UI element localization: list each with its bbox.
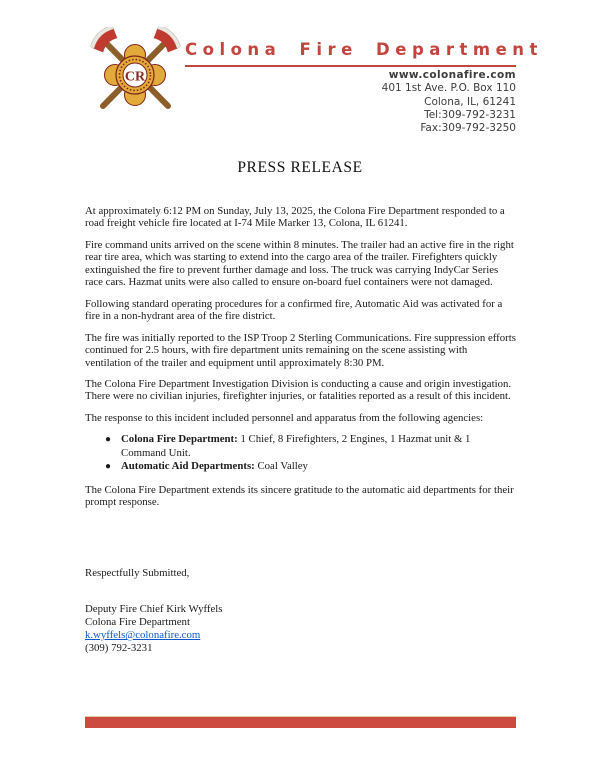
list-item-label: Colona Fire Department:: [121, 433, 238, 446]
signer-email-link[interactable]: k.wyffels@colonafire.com: [85, 629, 201, 642]
bullet-icon: ●: [105, 434, 112, 446]
agency-list: [85, 433, 516, 473]
org-name-title: Colona Fire Department: [185, 40, 543, 59]
paragraph-incident-summary: At approximately 6:12 PM on Sunday, July 13, 2025, the Colona Fire Department responded to a road freight vehicle fire located at I-74 Mile Marker 13, Colona, IL 61241.: [85, 205, 505, 230]
list-item-automatic-aid: [85, 460, 516, 473]
salutation-text: Respectfully Submitted,: [85, 567, 190, 580]
list-item-label: Automatic Aid Departments:: [121, 460, 255, 473]
list-item-value: 1 Chief, 8 Firefighters, 2 Engines, 1 Hazmat unit & 1 Command Unit.: [121, 433, 471, 459]
address-line-1: 401 1st Ave. P.O. Box 110: [381, 82, 516, 95]
website-text: www.colonafire.com: [388, 69, 516, 81]
logo-monogram: CR: [124, 69, 146, 85]
list-item-colona-fd: [85, 433, 516, 460]
document-body: [85, 205, 516, 655]
fire-department-crossed-axes-logo: [86, 27, 185, 117]
list-item-text: [121, 460, 308, 473]
signer-phone: (309) 792-3231: [85, 642, 153, 655]
list-item-value: Coal Valley: [254, 460, 308, 473]
list-item-text: [121, 433, 516, 460]
paragraph-reporting-suppression: The fire was initially reported to the ISP Troop 2 Sterling Communications. Fire suppression efforts continued for 2.5 hours, with fire department units remaining on the scene assisting with ventilation of the trailer and equipment until approximately 8:30 PM.: [85, 331, 516, 369]
contact-address-block: [185, 69, 516, 135]
paragraph-investigation: The Colona Fire Department Investigation Division is conducting a cause and origin investigation. There were no civilian injuries, firefighter injuries, or fatalities reported as a result of this incident.: [85, 377, 512, 403]
phone-line: Tel:309-792-3231: [424, 108, 516, 121]
fax-line: Fax:309-792-3250: [420, 122, 516, 135]
paragraph-agencies-intro: The response to this incident included personnel and apparatus from the following agencies:: [85, 411, 484, 424]
bullet-icon: ●: [105, 461, 112, 473]
title-underline-divider: [185, 65, 516, 67]
signer-name-title: Deputy Fire Chief Kirk Wyffels: [85, 602, 223, 615]
signer-organization: Colona Fire Department: [85, 616, 190, 629]
paragraph-automatic-aid: Following standard operating procedures for a confirmed fire, Automatic Aid was activated for a fire in a non-hydrant area of the fire district.: [85, 297, 503, 323]
address-line-2: Colona, IL, 61241: [424, 95, 516, 108]
paragraph-gratitude: The Colona Fire Department extends its sincere gratitude to the automatic aid departments for their prompt response.: [85, 483, 514, 509]
signature-block: [85, 603, 516, 655]
letterhead-main: [185, 40, 543, 135]
letterhead: [0, 0, 600, 140]
footer-red-bar: [85, 716, 516, 728]
paragraph-response-details: Fire command units arrived on the scene within 8 minutes. The trailer had an active fire in the right rear tire area, which was starting to extend into the cargo area of the trailer. Firefighters quickly extinguished the fire to prevent further damage and loss. The truck was carrying IndyCar Series race cars. Hazmat units were also called to ensure on-board fuel containers were not damaged.: [85, 238, 514, 289]
press-release-heading: PRESS RELEASE: [237, 159, 363, 176]
